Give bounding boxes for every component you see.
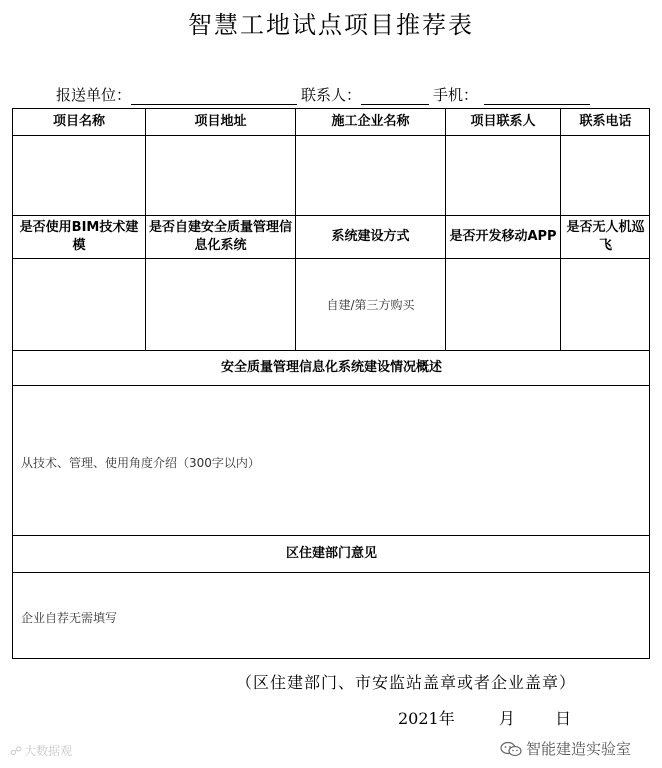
signature-date — [398, 706, 571, 729]
input-mobile-app[interactable] — [446, 259, 560, 350]
date-year: 2021年 — [398, 709, 455, 728]
stamp-note: （区住建部门、市安监站盖章或者企业盖章） — [236, 673, 577, 692]
watermark-left-text: 大数据观 — [24, 744, 73, 758]
header-project-contact: 项目联系人 — [470, 114, 536, 129]
header-project-name: 项目名称 — [52, 114, 105, 129]
overview-heading: 安全质量管理信息化系统建设情况概述 — [220, 360, 442, 375]
opinion-hint: 企业自荐无需填写 — [21, 611, 118, 625]
input-build-method[interactable] — [296, 259, 445, 350]
header-self-built-system: 是否自建安全质量管理信息化系统 — [148, 220, 292, 253]
watermark-right-text: 智能建造实验室 — [526, 740, 632, 758]
input-self-built-system[interactable] — [146, 259, 295, 350]
header-contact-phone: 联系电话 — [579, 114, 632, 129]
input-project-contact[interactable] — [446, 136, 560, 215]
recommendation-table — [12, 108, 650, 659]
watermark-logo-icon: ☍ — [10, 743, 23, 758]
contact-label: 联系人： — [301, 86, 362, 104]
input-contact-phone[interactable] — [561, 136, 650, 215]
unit-label: 报送单位： — [56, 86, 132, 104]
phone-label: 手机： — [433, 86, 479, 104]
opinion-heading: 区住建部门意见 — [285, 546, 377, 561]
header-drone-patrol: 是否无人机巡飞 — [566, 220, 645, 253]
input-project-name[interactable] — [13, 136, 145, 215]
overview-hint: 从技术、管理、使用角度介绍（300字以内） — [21, 456, 260, 470]
info-line — [56, 84, 590, 105]
header-bim-modeling: 是否使用BIM技术建模 — [19, 220, 139, 253]
form-title: 智慧工地试点项目推荐表 — [188, 11, 474, 39]
contact-blank — [361, 88, 429, 105]
header-contractor-name: 施工企业名称 — [331, 114, 410, 129]
watermark-left — [10, 742, 72, 759]
unit-blank — [131, 88, 297, 105]
header-project-address: 项目地址 — [194, 114, 247, 129]
input-contractor-name[interactable] — [296, 136, 445, 215]
header-mobile-app: 是否开发移动APP — [449, 229, 557, 244]
phone-blank — [484, 88, 590, 105]
date-month: 月 — [498, 709, 515, 728]
build-method-hint: 自建/第三方购买 — [326, 297, 415, 312]
wechat-icon — [500, 741, 522, 757]
date-day: 日 — [555, 709, 572, 728]
input-project-address[interactable] — [146, 136, 295, 215]
input-bim-modeling[interactable] — [13, 259, 145, 350]
header-build-method: 系统建设方式 — [331, 229, 410, 244]
input-drone-patrol[interactable] — [561, 259, 650, 350]
watermark-right — [500, 738, 631, 759]
